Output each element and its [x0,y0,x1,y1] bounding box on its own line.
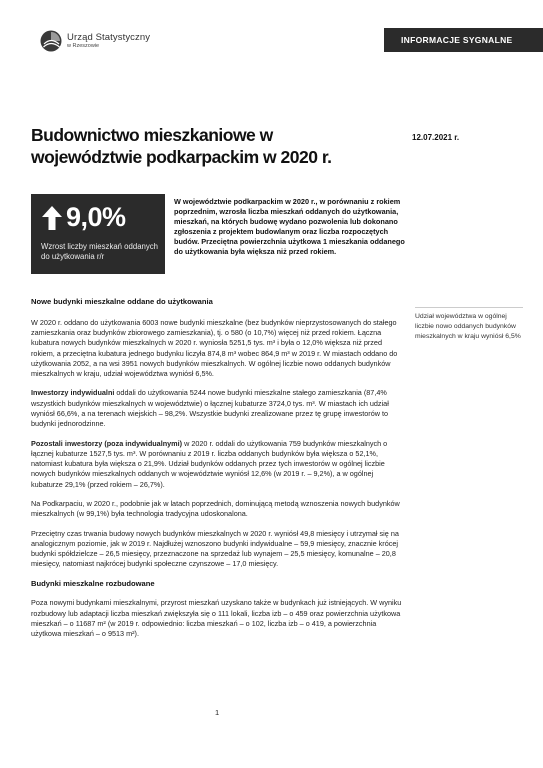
publication-date: 12.07.2021 r. [412,133,460,142]
paragraph-new-buildings: W 2020 r. oddano do użytkowania 6003 nowe budynki mieszkalne (bez budynków nieprzystosowanych do stałego zamieszkania oraz budynków zbiorowego zamieszkania), tj. o 580 (o 10,7%) więcej niż przed rokiem. Łączna kubatura nowych budynków mieszkalnych w 2020 r. wyniosła 5251,5 tys. m³ i była o 12,0% większa niż przed rokiem, a przeciętna kubatura jednego budynku liczyła 874,8 m³ wobec 864,9 m³ w 2019 r. W miastach oddano do użytkowania 2052, a na wsi 3951 nowych budynków mieszkalnych. W ogólnej liczbie nowo oddanych budynków mieszkalnych w kraju, udział województwa wyniósł 6,5%. [31,317,398,379]
paragraph-other-investors [31,439,405,490]
statistics-office-logo-icon [40,30,62,52]
lead-other-investors: Pozostali inwestorzy (poza indywidualnymi) [31,438,183,448]
key-figure-caption: Wzrost liczby mieszkań oddanych do użytkowania r/r [41,242,158,262]
page-number: 1 [215,708,220,717]
main-text [31,297,405,649]
section-heading-extended-buildings: Budynki mieszkalne rozbudowane [31,578,155,588]
paragraph-individual-investors [31,388,405,429]
lead-individual-investors: Inwestorzy indywidualni [31,388,115,398]
paragraph-extended-buildings: Poza nowymi budynkami mieszkalnymi, przyrost mieszkań uzyskano także w budynkach już istniejących. W wyniku rozbudowy lub adaptacji liczba mieszkań zwiększyła się o 111 lokali, liczba izb – o 459 oraz powierzchnia użytkowa mieszkań – o 11687 m² (w 2019 r. odpowiednio: liczba mieszkań – o 102, liczba izb – o 419, a powierzchnia użytkowa mieszkań – o 9513 m²). [31,598,402,639]
lead-paragraph: W województwie podkarpackim w 2020 r., w porównaniu z rokiem poprzednim, wzrosła liczba mieszkań oddanych do użytkowania, mieszkań, na których budowę wydano pozwolenia lub dokonano zgłoszenia z projektem budowlanym oraz liczba rozpoczętych budów. Przeciętna powierzchnia użytkowa 1 mieszkania oddanego do użytkowania była większa niż przed rokiem. [174,197,405,257]
org-subname: w Rzeszowie [67,43,100,49]
key-figure-box [31,194,165,274]
publication-type-tag: INFORMACJE SYGNALNE [384,28,543,52]
paragraph-technology: Na Podkarpaciu, w 2020 r., podobnie jak w latach poprzednich, dominującą metodą wznoszenia nowych budynków mieszkalnych (w 99,1%) była technologia tradycyjna udoskonalona. [31,499,400,519]
sidebar-note: Udział województwa w ogólnej liczbie nowo oddanych budynków mieszkalnych w kraju wyniósł 6,5% [415,313,521,340]
key-figure-value: 9,0% [66,202,126,232]
org-logo [40,30,150,52]
text-individual-investors: oddali do użytkowania 5244 nowe budynki mieszkalne stałego zamieszkania (87,4% wszystkich budynków mieszkalnych w województwie) o łącznej kubaturze 3724,0 tys. m³. W miastach ich udział wyniósł 66,6%, a na terenach wiejskich – 98,2%. Wszystkie budynki zrealizowane przez tę grupę inwestorów to budynki jednorodzinne. [31,388,389,429]
arrow-up-icon [41,205,63,231]
page-header [0,0,543,80]
document-title: Budownictwo mieszkaniowe w województwie podkarpackim w 2020 r. [31,125,332,168]
paragraph-construction-time: Przeciętny czas trwania budowy nowych budynków mieszkalnych w 2020 r. wyniósł 49,8 miesięcy i utrzymał się na analogicznym poziomie, jak w 2019 r. Najdłużej wznoszono budynki indywidualne – 59,9 miesięcy, znacznie krócej budynki spółdzielcze – 26,5 miesięcy, przeznaczone na sprzedaż lub wynajem – 25,5 miesięcy, komunalne – 20,8 miesięcy, natomiast najkrócej budynki społeczne czynszowe – 17,0 miesięcy. [31,528,399,569]
sidebar-divider [415,307,523,308]
text-other-investors: w 2020 r. oddali do użytkowania 759 budynków mieszkalnych o łącznej kubaturze 1527,5 tys. m³. W porównaniu z 2019 r. liczba oddanych budynków była większa o 52,1%, natomiast kubatura była większa o 21,9%. Udział budynków oddanych przez tych inwestorów w ogólnej liczbie nowych budynków mieszkalnych oddanych w województwie wyniósł 12,6% (w 2019 r. – 9,2%), a w ogólnej kubaturze 29,1% (przed rokiem – 26,7%). [31,438,388,489]
org-name: Urząd Statystyczny [67,31,151,43]
section-heading-new-buildings: Nowe budynki mieszkalne oddane do użytkowania [31,297,213,306]
